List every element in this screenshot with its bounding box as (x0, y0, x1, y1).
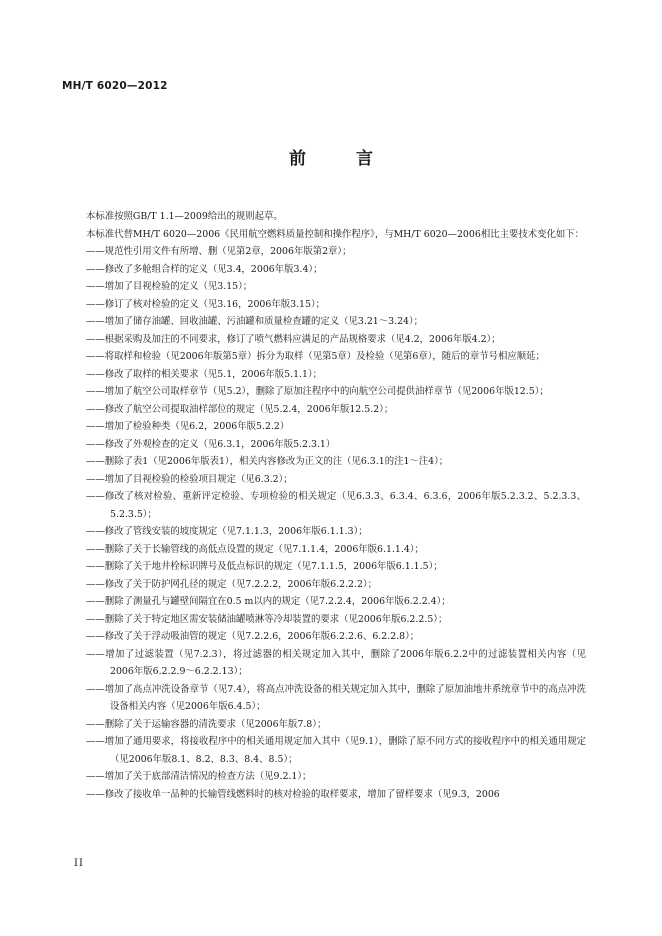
change-item: ——增加了检验种类（见6.2，2006年版5.2.2） (86, 421, 290, 432)
change-item: ——修改了外观检查的定义（见6.3.1，2006年版5.2.3.1） (86, 438, 336, 450)
intro-paragraph: 本标准按照GB/T 1.1—2009给出的规则起草。 (86, 211, 283, 222)
page-number: II (74, 858, 84, 869)
change-item: ——增加了目视检验的检验项目规定（见6.3.2）； (86, 473, 293, 485)
change-item: ——删除了关于长输管线的高低点设置的规定（见7.1.1.4，2006年版6.1.1.4）； (86, 543, 424, 555)
change-item: ——修改了航空公司提取油样部位的规定（见5.2.4，2006年版12.5.2）； (86, 403, 394, 415)
change-item: ——修改了关于防护网孔径的规定（见7.2.2.2，2006年版6.2.2.2）； (86, 578, 378, 590)
change-item: ——修改了取样的相关要求（见5.1，2006年版5.1.1）； (86, 368, 323, 380)
change-item: ——增加了通用要求，将接收程序中的相关通用规定加入其中（见9.1），删除了原不同方式的接收程序中的相关通用规定（见2006年版8.1、8.2、8.3、8.4、8.5）； (86, 736, 586, 765)
change-item: ——根据采购及加注的不同要求，修订了喷气燃料应满足的产品规格要求（见4.2，2006年版4.2）； (86, 333, 501, 345)
change-item: ——修改了关于浮动吸油管的规定（见7.2.2.6，2006年版6.2.2.6、6.2.2.8）； (86, 631, 420, 642)
page-title: 前 言 (289, 149, 395, 169)
change-item: ——规范性引用文件有所增、删（见第2章，2006年版第2章）； (86, 246, 352, 257)
change-item: ——增加了目视检验的定义（见3.15）； (86, 281, 253, 292)
change-item: ——删除了关于特定地区需安装储油罐喷淋等冷却装置的要求（见2006年版6.2.2.5）； (86, 613, 448, 625)
change-item: ——删除了关于地井栓标识牌号及低点标识的规定（见7.1.1.5，2006年版6.1.1.5）； (86, 561, 443, 572)
change-item: ——增加了关于底部清洁情况的检查方法（见9.2.1）； (86, 771, 312, 782)
intro-paragraph: 本标准代替MH/T 6020—2006《民用航空燃料质量控制和操作程序》，与MH/T 6020—2006相比主要技术变化如下： (86, 228, 584, 240)
change-item: ——增加了高点冲洗设备章节（见7.4），将高点冲洗设备的相关规定加入其中，删除了原加油地井系统章节中的高点冲洗设备相关内容（见2006年版6.4.5）； (86, 683, 586, 712)
change-item: ——将取样和检验（见2006年版第5章）拆分为取样（见第5章）及检验（见第6章），随后的章节号相应顺延； (86, 351, 545, 362)
change-item: ——删除了测量孔与罐壁间隔宜在0.5 m以内的规定（见7.2.2.4，2006年版6.2.2.4）； (86, 596, 451, 607)
change-item: ——修订了核对检验的定义（见3.16，2006年版3.15）； (86, 298, 326, 310)
change-item: ——修改了接收单一品种的长输管线燃料时的核对检验的取样要求，增加了留样要求（见9.3，2006 (86, 788, 500, 800)
document-body (62, 208, 586, 803)
change-item: ——修改了多舱组合样的定义（见3.4，2006年版3.4）； (86, 263, 323, 275)
document-code: MH/T 6020—2012 (62, 80, 168, 92)
change-item: ——修改了管线安装的坡度规定（见7.1.1.3，2006年版6.1.1.3）； (86, 526, 368, 537)
change-item: ——增加了储存油罐、回收油罐、污油罐和质量检查罐的定义（见3.21～3.24）； (86, 316, 424, 327)
change-item: ——修改了核对检验、重新评定检验、专项检验的相关规定（见6.3.3、6.3.4、6.3.6，2006年版5.2.3.2、5.2.3.3、5.2.3.5）； (86, 491, 586, 520)
change-item: ——增加了航空公司取样章节（见5.2），删除了原加注程序中的向航空公司提供油样章节（见2006年版12.5）； (86, 386, 549, 397)
change-item: ——增加了过滤装置（见7.2.3），将过滤器的相关规定加入其中，删除了2006年版6.2.2中的过滤装置相关内容（见2006年版6.2.2.9～6.2.2.13）； (86, 648, 586, 677)
change-item: ——删除了表1（见2006年版表1），相关内容修改为正文的注（见6.3.1的注1～注4）； (86, 456, 449, 467)
change-item: ——删除了关于运输容器的清洗要求（见2006年版7.8）； (86, 718, 327, 730)
